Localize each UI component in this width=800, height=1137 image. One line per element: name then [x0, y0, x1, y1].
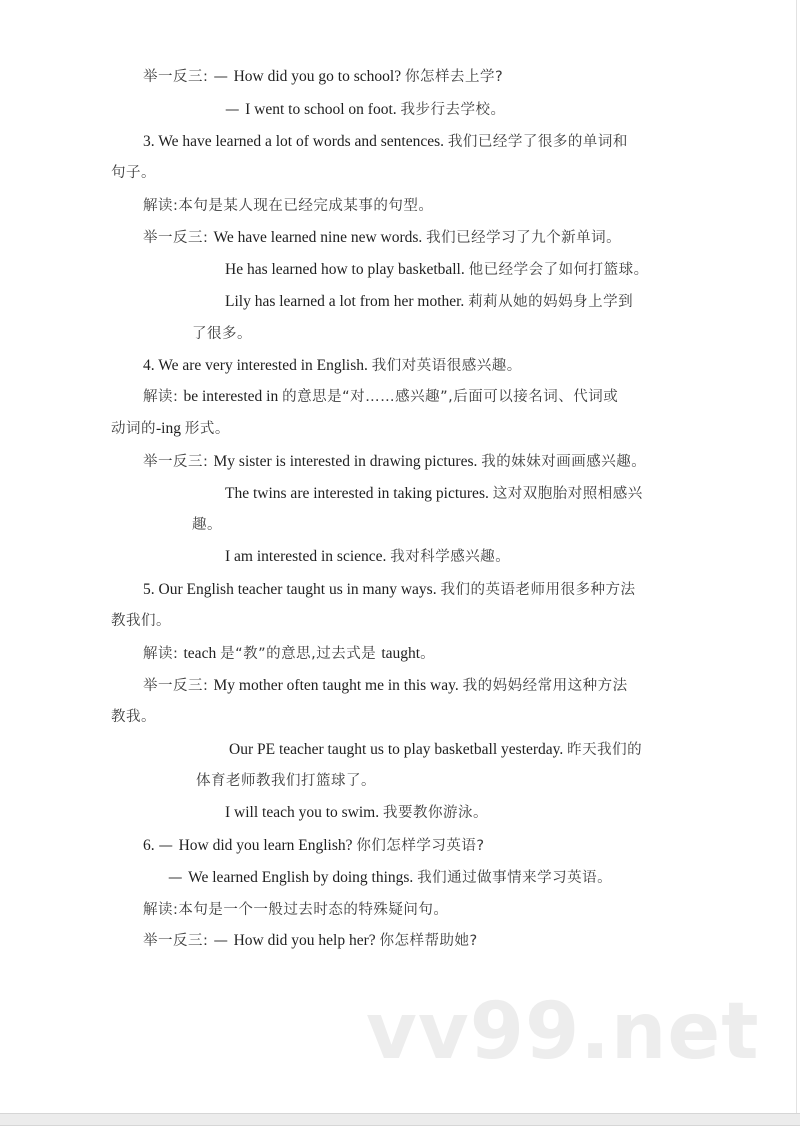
text-line: [225, 94, 506, 126]
chinese-text: 我要教你游泳。: [383, 805, 488, 821]
chinese-text: 我们已经学了很多的单词和: [447, 134, 628, 150]
text-line: [143, 830, 485, 862]
chinese-text: —: [158, 838, 179, 854]
page-bottom-divider: [0, 1113, 800, 1126]
text-line: [168, 862, 612, 894]
english-text: I will teach you to swim.: [225, 804, 383, 821]
text-line: [143, 190, 433, 222]
english-text: My sister is interested in drawing pictures.: [213, 453, 482, 470]
english-text: How did you help her?: [233, 932, 380, 949]
text-line: [143, 670, 628, 702]
chinese-text: 举一反三: —: [143, 933, 234, 949]
text-line: [225, 797, 488, 829]
text-line: [196, 765, 376, 797]
watermark: vv99.net: [366, 987, 760, 1077]
chinese-text: 我们的英语老师用很多种方法: [440, 582, 636, 598]
chinese-text: 我步行去学校。: [400, 102, 506, 118]
english-text: 6.: [143, 837, 159, 854]
chinese-text: 是“教”的意思,过去式是: [220, 646, 382, 662]
chinese-text: 解读:本句是某人现在已经完成某事的句型。: [143, 198, 434, 214]
chinese-text: —: [225, 102, 246, 118]
text-line: [192, 318, 252, 350]
text-line: [143, 350, 522, 382]
chinese-text: 的意思是“对……感兴趣”,后面可以接名词、代词或: [282, 389, 619, 405]
chinese-text: 我对科学感兴趣。: [390, 549, 511, 565]
text-line: [225, 254, 649, 286]
chinese-text: 你怎样帮助她?: [379, 933, 478, 949]
text-line: [143, 222, 621, 254]
chinese-text: 举一反三:: [143, 230, 214, 246]
chinese-text: 你们怎样学习英语?: [356, 838, 485, 854]
chinese-text: 举一反三:: [143, 678, 214, 694]
text-line: [143, 446, 646, 478]
english-text: 3. We have learned a lot of words and sentences.: [143, 133, 448, 150]
chinese-text: 我们对英语很感兴趣。: [371, 358, 522, 374]
text-line: [143, 894, 448, 926]
chinese-text: 。: [420, 646, 436, 662]
text-line: [143, 638, 435, 670]
text-line: [143, 574, 635, 606]
text-line: [143, 126, 628, 158]
chinese-text: 你怎样去上学?: [404, 69, 504, 85]
chinese-text: 莉莉从她的妈妈身上学到: [468, 294, 634, 310]
text-line: [111, 157, 156, 189]
text-line: [111, 605, 171, 637]
text-line: [111, 701, 156, 733]
english-text: Lily has learned a lot from her mother.: [225, 293, 469, 310]
chinese-text: 昨天我们的: [567, 742, 643, 758]
chinese-text: 解读:: [143, 389, 184, 405]
english-text: My mother often taught me in this way.: [213, 677, 463, 694]
english-text: I am interested in science.: [225, 548, 391, 565]
english-text: He has learned how to play basketball.: [225, 261, 469, 278]
chinese-text: 解读:本句是一个一般过去时态的特殊疑问句。: [143, 902, 449, 918]
english-text: 5. Our English teacher taught us in many ways.: [143, 581, 441, 598]
chinese-text: 动词的: [111, 421, 156, 437]
text-line: [192, 509, 222, 541]
text-line: [225, 541, 510, 573]
chinese-text: 形式。: [184, 421, 230, 437]
chinese-text: 我的妹妹对画画感兴趣。: [481, 454, 647, 470]
chinese-text: 句子。: [111, 165, 156, 181]
chinese-text: 他已经学会了如何打篮球。: [468, 262, 649, 278]
english-text: The twins are interested in taking pictures.: [225, 485, 493, 502]
chinese-text: 举一反三: —: [143, 69, 234, 85]
english-text: We learned English by doing things.: [188, 869, 418, 886]
chinese-text: 这对双胞胎对照相感兴: [492, 486, 643, 502]
english-text: teach: [183, 645, 221, 662]
english-text: taught: [381, 645, 421, 662]
chinese-text: 举一反三:: [143, 454, 214, 470]
text-line: [111, 413, 230, 445]
english-text: 4. We are very interested in English.: [143, 357, 372, 374]
english-text: I went to school on foot.: [245, 101, 401, 118]
english-text: Our PE teacher taught us to play basketball yesterday.: [229, 741, 568, 758]
text-line: [225, 478, 643, 510]
chinese-text: 我的妈妈经常用这种方法: [462, 678, 628, 694]
text-line: [143, 925, 478, 957]
text-line: [229, 734, 642, 766]
chinese-text: 我们通过做事情来学习英语。: [417, 870, 613, 886]
chinese-text: 体育老师教我们打篮球了。: [196, 773, 376, 789]
english-text: How did you learn English?: [178, 837, 357, 854]
english-text: How did you go to school?: [233, 68, 405, 85]
english-text: We have learned nine new words.: [213, 229, 427, 246]
text-line: [225, 286, 633, 318]
chinese-text: 解读:: [143, 646, 184, 662]
chinese-text: 趣。: [192, 517, 222, 533]
text-line: [143, 61, 503, 93]
english-text: be interested in: [183, 388, 283, 405]
english-text: -ing: [156, 420, 185, 437]
chinese-text: 我们已经学习了九个新单词。: [426, 230, 622, 246]
chinese-text: —: [168, 870, 189, 886]
chinese-text: 教我们。: [111, 613, 171, 629]
chinese-text: 了很多。: [192, 326, 252, 342]
chinese-text: 教我。: [111, 709, 156, 725]
page-gap: [0, 1126, 800, 1137]
text-line: [143, 381, 618, 413]
